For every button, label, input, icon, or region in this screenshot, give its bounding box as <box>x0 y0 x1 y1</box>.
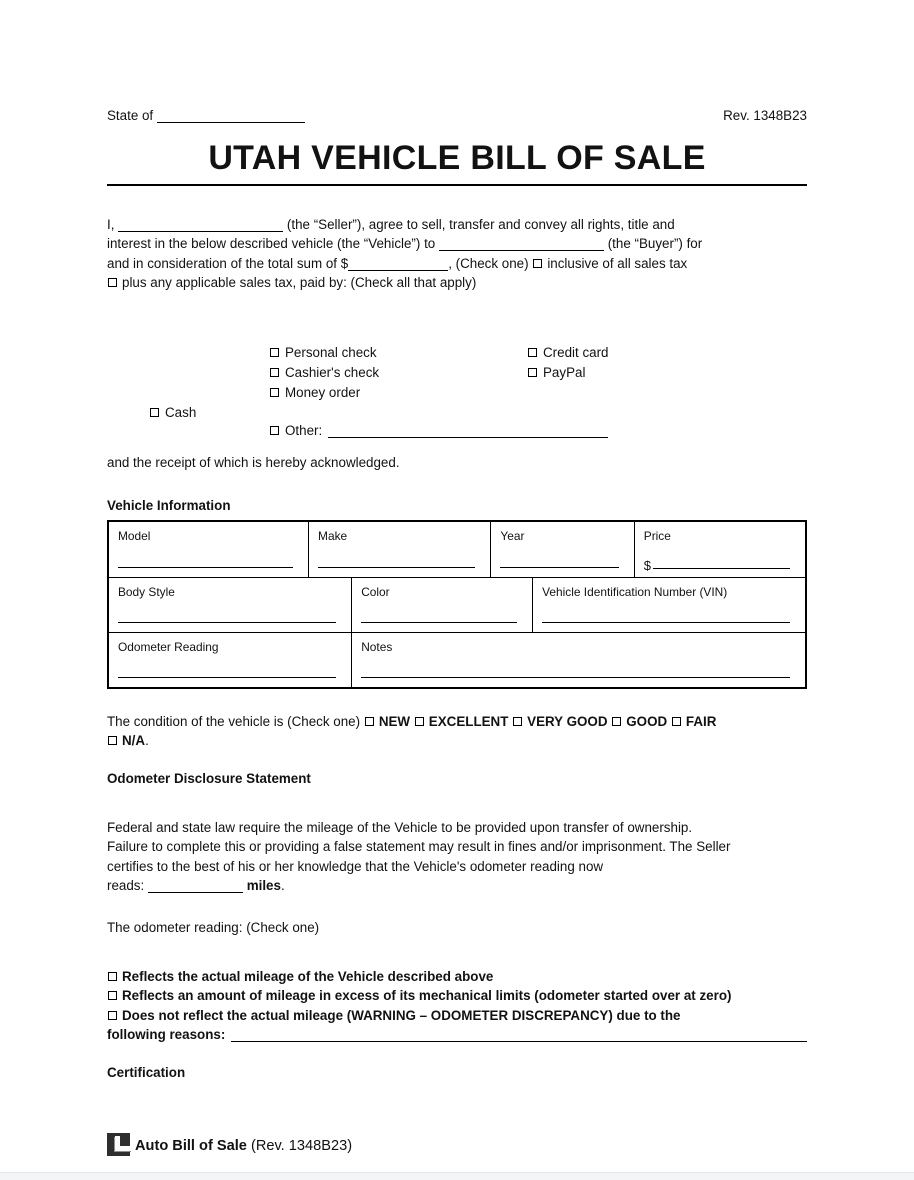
color-blank-field[interactable] <box>361 622 517 623</box>
receipt-acknowledgement-line: and the receipt of which is hereby acknowledged. <box>107 454 400 470</box>
vehicle-information-heading: Vehicle Information <box>107 497 231 513</box>
checkbox-money-order[interactable] <box>270 388 279 397</box>
document-header <box>107 108 807 123</box>
table-row <box>109 522 805 577</box>
year-blank-field[interactable] <box>500 567 618 568</box>
state-blank-field[interactable] <box>157 108 305 123</box>
notes-blank-field[interactable] <box>361 677 790 678</box>
price-blank-field[interactable] <box>653 568 790 569</box>
page-title: UTAH VEHICLE BILL OF SALE <box>208 139 706 177</box>
state-of-label: State of <box>107 108 154 123</box>
vin-cell: Vehicle Identification Number (VIN) <box>532 578 805 632</box>
odometer-option-excess: Reflects an amount of mileage in excess of its mechanical limits (odometer started over at zero) <box>107 986 807 1006</box>
vin-blank-field[interactable] <box>542 622 790 623</box>
price-cell: Price $ <box>634 522 805 577</box>
title-divider <box>107 184 807 186</box>
odometer-reading-blank[interactable] <box>148 878 243 893</box>
revision-label: Rev. 1348B23 <box>723 108 807 123</box>
odometer-option-actual: Reflects the actual mileage of the Vehicle described above <box>107 967 807 987</box>
odometer-disclosure-paragraph: Federal and state law require the mileage of the Vehicle to be provided upon transfer of ownership. Failure to complete this or providing a false statement may result in fines and/or imprisonment. The Seller certifies to the best of his or her knowledge that the Vehicle's odometer reading now reads: miles. <box>107 819 731 893</box>
checkbox-condition-na[interactable] <box>108 736 117 745</box>
checkbox-condition-excellent[interactable] <box>415 717 424 726</box>
year-cell: Year <box>490 522 633 577</box>
checkbox-other[interactable] <box>270 426 279 435</box>
buyer-name-blank[interactable] <box>439 236 604 251</box>
checkbox-cash[interactable] <box>150 408 159 417</box>
checkbox-odometer-excess[interactable] <box>108 991 117 1000</box>
document-footer <box>107 1133 807 1156</box>
state-of-line <box>107 108 305 123</box>
checkbox-paypal[interactable] <box>528 368 537 377</box>
payment-option-credit-card: Credit card <box>528 343 609 363</box>
page-bottom-edge <box>0 1172 914 1180</box>
model-cell: Model <box>109 522 308 577</box>
payment-option-other: Other: <box>270 421 608 441</box>
vehicle-condition-line: The condition of the vehicle is (Check one) NEW EXCELLENT VERY GOOD GOOD FAIR N/A. <box>107 713 717 748</box>
payment-option-cashiers-check: Cashier's check <box>270 363 608 383</box>
checkbox-cashiers-check[interactable] <box>270 368 279 377</box>
checkbox-condition-very-good[interactable] <box>513 717 522 726</box>
body-style-blank-field[interactable] <box>118 622 336 623</box>
dollar-sign: $ <box>643 557 651 573</box>
checkbox-condition-good[interactable] <box>612 717 621 726</box>
other-payment-blank[interactable] <box>328 423 608 438</box>
make-cell: Make <box>308 522 490 577</box>
seller-name-blank[interactable] <box>118 217 283 232</box>
table-row <box>109 577 805 632</box>
checkbox-credit-card[interactable] <box>528 348 537 357</box>
payment-option-paypal: PayPal <box>528 363 609 383</box>
sale-amount-blank[interactable] <box>348 256 448 271</box>
payment-column-right <box>528 343 609 383</box>
table-row <box>109 632 805 687</box>
payment-option-money-order: Money order <box>270 383 608 403</box>
legal-templates-logo-icon <box>107 1133 130 1156</box>
checkbox-personal-check[interactable] <box>270 348 279 357</box>
odometer-check-prompt: The odometer reading: (Check one) <box>107 919 320 935</box>
odometer-option-discrepancy: Does not reflect the actual mileage (WARNING – ODOMETER DISCREPANCY) due to the <box>107 1006 807 1026</box>
checkbox-odometer-actual[interactable] <box>108 972 117 981</box>
make-blank-field[interactable] <box>318 567 475 568</box>
odometer-blank-field[interactable] <box>118 677 336 678</box>
notes-cell: Notes <box>351 633 805 687</box>
vehicle-information-table <box>107 520 807 689</box>
certification-heading: Certification <box>107 1064 186 1080</box>
odometer-reading-cell: Odometer Reading <box>109 633 351 687</box>
footer-text: Auto Bill of Sale (Rev. 1348B23) <box>135 1137 353 1154</box>
checkbox-inclusive-sales-tax[interactable] <box>533 259 542 268</box>
model-blank-field[interactable] <box>118 567 293 568</box>
intro-paragraph: I, (the “Seller”), agree to sell, transfer and convey all rights, title and interest in the below described vehicle (the “Vehicle”) to (the “Buyer”) for and in consideration of the total sum of $ , (Check one) inclusive of all sales tax plus any applicable sales tax, paid by: (Check all that apply) <box>107 216 703 290</box>
odometer-discrepancy-reasons: following reasons: <box>107 1025 807 1045</box>
discrepancy-reasons-blank[interactable] <box>231 1041 807 1042</box>
checkbox-odometer-discrepancy[interactable] <box>108 1011 117 1020</box>
checkbox-plus-sales-tax[interactable] <box>108 278 117 287</box>
checkbox-condition-new[interactable] <box>365 717 374 726</box>
payment-methods-section <box>107 343 807 443</box>
color-cell: Color <box>351 578 532 632</box>
payment-option-cash: Cash <box>150 403 196 423</box>
payment-option-personal-check: Personal check <box>270 343 608 363</box>
checkbox-condition-fair[interactable] <box>672 717 681 726</box>
odometer-options <box>107 967 807 1045</box>
odometer-disclosure-heading: Odometer Disclosure Statement <box>107 770 311 786</box>
body-style-cell: Body Style <box>109 578 351 632</box>
